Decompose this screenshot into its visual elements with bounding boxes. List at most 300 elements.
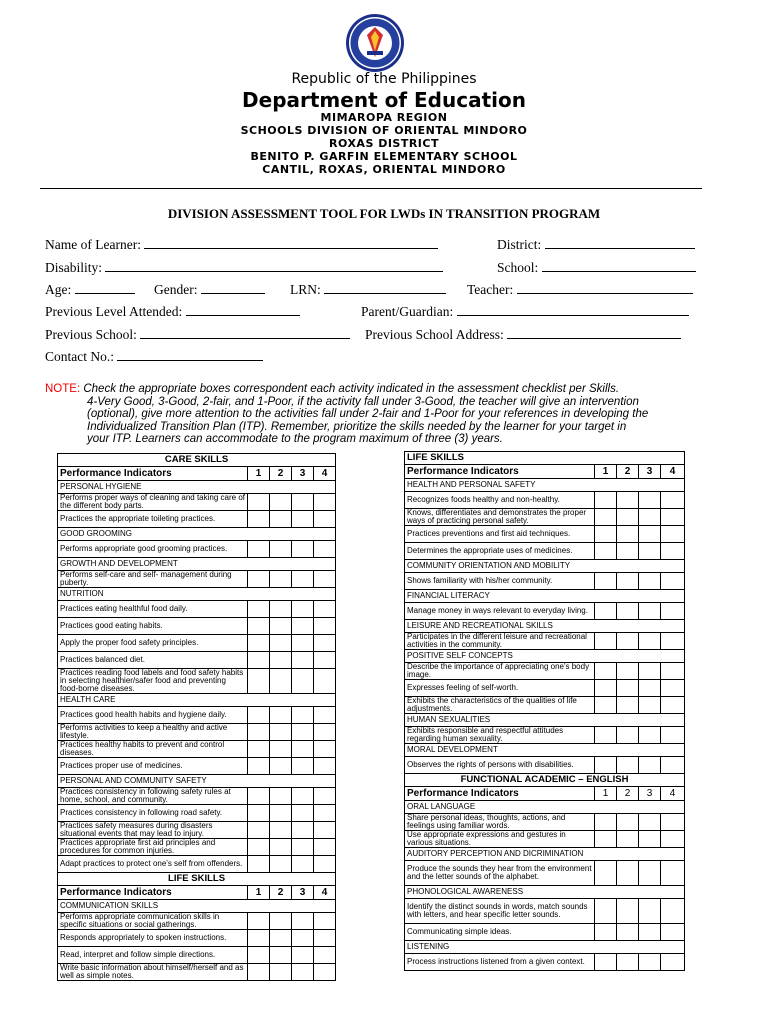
section-heading: HUMAN SEXUALITIES: [405, 714, 685, 727]
rating-checkbox[interactable]: [314, 839, 336, 856]
rating-checkbox[interactable]: [248, 930, 270, 947]
rating-checkbox[interactable]: [292, 805, 314, 822]
indicator-row: [405, 814, 685, 831]
section-heading: LEISURE AND RECREATIONAL SKILLS: [405, 620, 685, 633]
district-field[interactable]: District:: [497, 236, 695, 253]
section-heading: AUDITORY PERCEPTION AND DICRIMINATION: [405, 848, 685, 861]
section-row: [58, 694, 336, 707]
section-row: [405, 744, 685, 757]
rating-checkbox[interactable]: [270, 930, 292, 947]
rating-checkbox[interactable]: [270, 541, 292, 558]
note-label: NOTE:: [45, 383, 81, 395]
rating-checkbox[interactable]: [617, 727, 639, 744]
rating-checkbox[interactable]: [617, 509, 639, 526]
indicator-text: Practices healthy habits to prevent and control diseases.: [58, 741, 248, 758]
rating-checkbox[interactable]: [617, 526, 639, 543]
indicator-text: Practices proper use of medicines.: [58, 758, 248, 775]
rating-checkbox[interactable]: [314, 571, 336, 588]
rating-checkbox[interactable]: [248, 618, 270, 635]
rating-checkbox[interactable]: [292, 618, 314, 635]
rating-checkbox[interactable]: [248, 707, 270, 724]
rating-checkbox[interactable]: [595, 663, 617, 680]
rating-checkbox[interactable]: [292, 724, 314, 741]
skills-title: CARE SKILLS: [58, 454, 336, 467]
indicator-text: Adapt practices to protect one's self from offenders.: [58, 856, 248, 873]
rating-checkbox[interactable]: [661, 543, 685, 560]
rating-checkbox[interactable]: [617, 861, 639, 886]
section-row: [58, 528, 336, 541]
section-row: [405, 620, 685, 633]
indicator-text: Performs activities to keep a healthy and active lifestyle.: [58, 724, 248, 741]
rating-header: 4: [661, 787, 685, 801]
rating-checkbox[interactable]: [314, 822, 336, 839]
rating-checkbox[interactable]: [270, 758, 292, 775]
rating-checkbox[interactable]: [248, 913, 270, 930]
rating-header: 1: [248, 467, 270, 481]
indicator-text: Performs appropriate good grooming practices.: [58, 541, 248, 558]
rating-checkbox[interactable]: [639, 954, 661, 971]
indicator-row: [405, 924, 685, 941]
rating-header: 2: [270, 467, 292, 481]
section-heading: NUTRITION: [58, 588, 336, 601]
rating-checkbox[interactable]: [314, 494, 336, 511]
rating-checkbox[interactable]: [314, 930, 336, 947]
rating-checkbox[interactable]: [270, 788, 292, 805]
rating-header: 3: [292, 467, 314, 481]
rating-checkbox[interactable]: [639, 543, 661, 560]
rating-checkbox[interactable]: [661, 727, 685, 744]
performance-indicators-header: Performance Indicators: [58, 467, 248, 481]
indicator-text: Participates in the different leisure and recreational activities in the community.: [405, 633, 595, 650]
indicator-text: Use appropriate expressions and gestures in various situations.: [405, 831, 595, 848]
performance-header-row: [58, 467, 336, 481]
rating-checkbox[interactable]: [248, 822, 270, 839]
rating-checkbox[interactable]: [595, 861, 617, 886]
parent-guardian-field[interactable]: Parent/Guardian:: [361, 303, 689, 320]
performance-indicators-header: Performance Indicators: [405, 465, 595, 479]
performance-indicators-header: Performance Indicators: [405, 787, 595, 801]
rating-checkbox[interactable]: [292, 635, 314, 652]
indicator-row: [405, 573, 685, 590]
rating-checkbox[interactable]: [248, 571, 270, 588]
rating-checkbox[interactable]: [595, 603, 617, 620]
region-line: MIMAROPA REGION: [320, 111, 448, 124]
rating-checkbox[interactable]: [314, 652, 336, 669]
rating-checkbox[interactable]: [292, 494, 314, 511]
rating-checkbox[interactable]: [270, 822, 292, 839]
rating-checkbox[interactable]: [314, 856, 336, 873]
rating-checkbox[interactable]: [314, 511, 336, 528]
section-heading: GROWTH AND DEVELOPMENT: [58, 558, 336, 571]
rating-checkbox[interactable]: [248, 788, 270, 805]
rating-checkbox[interactable]: [314, 964, 336, 981]
indicator-text: Practices consistency in following safety rules at home, school, and community.: [58, 788, 248, 805]
rating-checkbox[interactable]: [314, 805, 336, 822]
rating-checkbox[interactable]: [595, 899, 617, 924]
rating-checkbox[interactable]: [292, 839, 314, 856]
indicator-row: [58, 758, 336, 775]
header-divider: [40, 188, 702, 189]
rating-checkbox[interactable]: [248, 805, 270, 822]
indicator-text: Responds appropriately to spoken instructions.: [58, 930, 248, 947]
indicator-row: [58, 601, 336, 618]
rating-checkbox[interactable]: [661, 757, 685, 774]
rating-checkbox[interactable]: [661, 603, 685, 620]
rating-checkbox[interactable]: [248, 856, 270, 873]
section-row: [405, 650, 685, 663]
section-heading: HEALTH CARE: [58, 694, 336, 707]
rating-checkbox[interactable]: [314, 601, 336, 618]
rating-checkbox[interactable]: [270, 947, 292, 964]
rating-checkbox[interactable]: [595, 954, 617, 971]
indicator-row: [405, 492, 685, 509]
section-heading: POSITIVE SELF CONCEPTS: [405, 650, 685, 663]
rating-checkbox[interactable]: [595, 727, 617, 744]
rating-checkbox[interactable]: [639, 603, 661, 620]
rating-checkbox[interactable]: [292, 913, 314, 930]
rating-checkbox[interactable]: [595, 680, 617, 697]
rating-checkbox[interactable]: [617, 814, 639, 831]
indicator-text: Practices the appropriate toileting practices.: [58, 511, 248, 528]
address-line: CANTIL, ROXAS, ORIENTAL MINDORO: [262, 163, 506, 176]
rating-checkbox[interactable]: [314, 669, 336, 694]
previous-school-address-field[interactable]: Previous School Address:: [365, 326, 681, 343]
indicator-row: [405, 543, 685, 560]
indicator-text: Expresses feeling of self-worth.: [405, 680, 595, 697]
indicator-row: [58, 541, 336, 558]
rating-checkbox[interactable]: [617, 633, 639, 650]
rating-checkbox[interactable]: [314, 635, 336, 652]
rating-checkbox[interactable]: [661, 899, 685, 924]
indicator-row: [58, 494, 336, 511]
rating-checkbox[interactable]: [661, 861, 685, 886]
section-heading: LISTENING: [405, 941, 685, 954]
rating-checkbox[interactable]: [292, 788, 314, 805]
indicator-row: [405, 757, 685, 774]
rating-checkbox[interactable]: [292, 707, 314, 724]
rating-checkbox[interactable]: [617, 663, 639, 680]
previous-level-field[interactable]: Previous Level Attended:: [45, 303, 300, 320]
performance-indicators-header: Performance Indicators: [58, 886, 248, 900]
skills-title: LIFE SKILLS: [405, 452, 685, 465]
indicator-text: Performs self-care and self- management during puberty.: [58, 571, 248, 588]
indicator-text: Produce the sounds they hear from the environment and the letter sounds of the alphabet.: [405, 861, 595, 886]
rating-checkbox[interactable]: [270, 913, 292, 930]
document-title: DIVISION ASSESSMENT TOOL FOR LWDs IN TRANSITION PROGRAM: [167, 206, 601, 221]
rating-checkbox[interactable]: [270, 511, 292, 528]
rating-checkbox[interactable]: [270, 724, 292, 741]
rating-checkbox[interactable]: [617, 680, 639, 697]
rating-checkbox[interactable]: [270, 571, 292, 588]
rating-checkbox[interactable]: [595, 831, 617, 848]
rating-checkbox[interactable]: [248, 652, 270, 669]
indicator-row: [58, 788, 336, 805]
rating-checkbox[interactable]: [639, 899, 661, 924]
rating-checkbox[interactable]: [639, 633, 661, 650]
rating-header: 3: [639, 787, 661, 801]
rating-checkbox[interactable]: [617, 492, 639, 509]
rating-checkbox[interactable]: [270, 856, 292, 873]
indicator-row: [58, 511, 336, 528]
school-field[interactable]: School:: [497, 259, 696, 276]
indicator-row: [58, 964, 336, 981]
rating-checkbox[interactable]: [661, 954, 685, 971]
rating-checkbox[interactable]: [595, 573, 617, 590]
rating-checkbox[interactable]: [292, 758, 314, 775]
rating-checkbox[interactable]: [639, 757, 661, 774]
rating-checkbox[interactable]: [595, 509, 617, 526]
rating-checkbox[interactable]: [270, 618, 292, 635]
rating-checkbox[interactable]: [661, 663, 685, 680]
rating-checkbox[interactable]: [639, 663, 661, 680]
disability-field[interactable]: Disability:: [45, 259, 443, 276]
contact-no-field[interactable]: Contact No.:: [45, 348, 263, 365]
rating-checkbox[interactable]: [314, 618, 336, 635]
rating-checkbox[interactable]: [314, 788, 336, 805]
section-heading: GOOD GROOMING: [58, 528, 336, 541]
rating-header: 2: [270, 886, 292, 900]
rating-checkbox[interactable]: [248, 494, 270, 511]
rating-checkbox[interactable]: [617, 924, 639, 941]
deped-seal: [339, 13, 411, 73]
rating-checkbox[interactable]: [639, 727, 661, 744]
rating-checkbox[interactable]: [248, 839, 270, 856]
rating-checkbox[interactable]: [292, 947, 314, 964]
rating-checkbox[interactable]: [595, 757, 617, 774]
rating-checkbox[interactable]: [617, 697, 639, 714]
rating-checkbox[interactable]: [661, 697, 685, 714]
indicator-text: Identify the distinct sounds in words, match sounds with letters, and hear specific letter sounds.: [405, 899, 595, 924]
rating-checkbox[interactable]: [292, 601, 314, 618]
rating-checkbox[interactable]: [270, 707, 292, 724]
performance-header-row: [58, 886, 336, 900]
indicator-text: Observes the rights of persons with disabilities.: [405, 757, 595, 774]
indicator-row: [405, 954, 685, 971]
section-heading: ORAL LANGUAGE: [405, 801, 685, 814]
indicator-text: Performs proper ways of cleaning and taking care of the different body parts.: [58, 494, 248, 511]
section-row: [405, 590, 685, 603]
section-heading: HEALTH AND PERSONAL SAFETY: [405, 479, 685, 492]
rating-header: 4: [314, 886, 336, 900]
indicator-row: [405, 509, 685, 526]
rating-checkbox[interactable]: [270, 494, 292, 511]
rating-header: 4: [661, 465, 685, 479]
rating-checkbox[interactable]: [617, 899, 639, 924]
indicator-text: Apply the proper food safety principles.: [58, 635, 248, 652]
rating-checkbox[interactable]: [292, 741, 314, 758]
rating-checkbox[interactable]: [661, 814, 685, 831]
indicator-text: Performs appropriate communication skills in specific situations or social gatherings.: [58, 913, 248, 930]
rating-checkbox[interactable]: [639, 492, 661, 509]
division-line: SCHOOLS DIVISION OF ORIENTAL MINDORO: [240, 124, 528, 137]
rating-checkbox[interactable]: [314, 913, 336, 930]
life-skills-checklist: [404, 451, 685, 971]
indicator-row: [58, 930, 336, 947]
rating-checkbox[interactable]: [595, 633, 617, 650]
rating-checkbox[interactable]: [292, 669, 314, 694]
section-row: [58, 481, 336, 494]
rating-checkbox[interactable]: [270, 652, 292, 669]
rating-checkbox[interactable]: [248, 669, 270, 694]
rating-checkbox[interactable]: [639, 680, 661, 697]
rating-checkbox[interactable]: [639, 509, 661, 526]
lrn-field[interactable]: LRN:: [290, 281, 446, 298]
rating-checkbox[interactable]: [595, 814, 617, 831]
section-row: [58, 588, 336, 601]
rating-checkbox[interactable]: [292, 571, 314, 588]
section-heading: PERSONAL AND COMMUNITY SAFETY: [58, 775, 336, 788]
rating-checkbox[interactable]: [661, 492, 685, 509]
department-heading: Department of Education: [242, 88, 526, 112]
rating-checkbox[interactable]: [639, 573, 661, 590]
indicator-row: [58, 913, 336, 930]
section-heading: FINANCIAL LITERACY: [405, 590, 685, 603]
rating-checkbox[interactable]: [270, 805, 292, 822]
rating-checkbox[interactable]: [639, 697, 661, 714]
rating-checkbox[interactable]: [661, 509, 685, 526]
indicator-row: [405, 697, 685, 714]
indicator-row: [58, 822, 336, 839]
rating-checkbox[interactable]: [248, 758, 270, 775]
skills-title: LIFE SKILLS: [58, 873, 336, 886]
indicator-row: [58, 635, 336, 652]
indicator-row: [405, 680, 685, 697]
skills-title-row: [58, 873, 336, 886]
teacher-field[interactable]: Teacher:: [467, 281, 693, 298]
section-row: [58, 900, 336, 913]
age-field[interactable]: Age:: [45, 281, 135, 298]
indicator-text: Communicating simple ideas.: [405, 924, 595, 941]
indicator-row: [405, 899, 685, 924]
rating-checkbox[interactable]: [617, 543, 639, 560]
rating-checkbox[interactable]: [639, 861, 661, 886]
rating-checkbox[interactable]: [270, 741, 292, 758]
rating-checkbox[interactable]: [595, 492, 617, 509]
indicator-text: Share personal ideas, thoughts, actions, and feelings using familiar words.: [405, 814, 595, 831]
rating-checkbox[interactable]: [661, 526, 685, 543]
name-of-learner-field[interactable]: Name of Learner:: [45, 236, 438, 253]
rating-checkbox[interactable]: [292, 511, 314, 528]
rating-checkbox[interactable]: [595, 924, 617, 941]
rating-checkbox[interactable]: [270, 964, 292, 981]
rating-checkbox[interactable]: [314, 758, 336, 775]
rating-checkbox[interactable]: [248, 511, 270, 528]
rating-checkbox[interactable]: [595, 526, 617, 543]
section-row: [405, 801, 685, 814]
rating-checkbox[interactable]: [595, 697, 617, 714]
rating-checkbox[interactable]: [248, 635, 270, 652]
indicator-row: [405, 633, 685, 650]
indicator-row: [58, 839, 336, 856]
rating-header: 4: [314, 467, 336, 481]
rating-checkbox[interactable]: [661, 924, 685, 941]
gender-field[interactable]: Gender:: [154, 281, 265, 298]
section-heading: COMMUNICATION SKILLS: [58, 900, 336, 913]
skills-title-row: [405, 774, 685, 787]
section-row: [58, 775, 336, 788]
section-row: [405, 714, 685, 727]
indicator-row: [58, 707, 336, 724]
rating-checkbox[interactable]: [314, 707, 336, 724]
section-row: [405, 560, 685, 573]
note-paragraph: NOTE: Check the appropriate boxes correspondent each activity indicated in the assessment checklist per Skills. 4-Very Good, 3-Good, 2-fair, and 1-Poor, if the activity fall under 3-Good, the teacher will give an intervention (optional), give more attention to the activities fall under 2-fair and 1-Poor for your references in developing the Individualized Transition Plan (ITP). Remember, prioritize the skills needed by the learner for your target in your ITP. Learners can accommodate to the program maximum of three (3) years.: [45, 383, 649, 446]
indicator-row: [405, 861, 685, 886]
rating-checkbox[interactable]: [248, 741, 270, 758]
rating-checkbox[interactable]: [617, 954, 639, 971]
rating-checkbox[interactable]: [639, 831, 661, 848]
rating-checkbox[interactable]: [248, 541, 270, 558]
indicator-text: Write basic information about himself/herself and as well as simple notes.: [58, 964, 248, 981]
indicator-row: [405, 663, 685, 680]
rating-checkbox[interactable]: [270, 601, 292, 618]
indicator-text: Practices preventions and first aid techniques.: [405, 526, 595, 543]
rating-checkbox[interactable]: [661, 831, 685, 848]
rating-checkbox[interactable]: [292, 541, 314, 558]
district-line: ROXAS DISTRICT: [329, 137, 439, 150]
rating-checkbox[interactable]: [661, 680, 685, 697]
indicator-row: [58, 947, 336, 964]
republic-heading: Republic of the Philippines: [291, 71, 477, 87]
rating-checkbox[interactable]: [314, 724, 336, 741]
section-row: [405, 848, 685, 861]
section-heading: COMMUNITY ORIENTATION AND MOBILITY: [405, 560, 685, 573]
indicator-text: Practices consistency in following road safety.: [58, 805, 248, 822]
rating-checkbox[interactable]: [270, 839, 292, 856]
rating-header: 3: [639, 465, 661, 479]
indicator-text: Describe the importance of appreciating one's body image.: [405, 663, 595, 680]
rating-header: 3: [292, 886, 314, 900]
rating-checkbox[interactable]: [595, 543, 617, 560]
rating-checkbox[interactable]: [270, 635, 292, 652]
indicator-text: Practices reading food labels and food safety habits in selecting healthier/safer food and preventing food-borne diseases.: [58, 669, 248, 694]
indicator-text: Knows, differentiates and demonstrates the proper ways of practicing personal safety.: [405, 509, 595, 526]
skills-title-row: [405, 452, 685, 465]
rating-checkbox[interactable]: [661, 573, 685, 590]
indicator-text: Process instructions listened from a given context.: [405, 954, 595, 971]
rating-checkbox[interactable]: [292, 856, 314, 873]
rating-checkbox[interactable]: [292, 822, 314, 839]
indicator-text: Practices safety measures during disasters situational events that may lead to injury.: [58, 822, 248, 839]
section-heading: PHONOLOGICAL AWARENESS: [405, 886, 685, 899]
rating-checkbox[interactable]: [661, 633, 685, 650]
rating-checkbox[interactable]: [617, 603, 639, 620]
rating-checkbox[interactable]: [270, 669, 292, 694]
rating-checkbox[interactable]: [314, 947, 336, 964]
indicator-row: [58, 618, 336, 635]
rating-header: 1: [248, 886, 270, 900]
rating-checkbox[interactable]: [314, 541, 336, 558]
rating-checkbox[interactable]: [617, 757, 639, 774]
indicator-row: [58, 856, 336, 873]
rating-checkbox[interactable]: [617, 831, 639, 848]
rating-checkbox[interactable]: [248, 964, 270, 981]
rating-checkbox[interactable]: [248, 947, 270, 964]
rating-checkbox[interactable]: [639, 814, 661, 831]
rating-checkbox[interactable]: [248, 724, 270, 741]
rating-checkbox[interactable]: [248, 601, 270, 618]
rating-checkbox[interactable]: [617, 573, 639, 590]
rating-checkbox[interactable]: [639, 924, 661, 941]
rating-checkbox[interactable]: [292, 652, 314, 669]
rating-checkbox[interactable]: [314, 741, 336, 758]
previous-school-field[interactable]: Previous School:: [45, 326, 350, 343]
indicator-text: Recognizes foods healthy and non-healthy.: [405, 492, 595, 509]
rating-checkbox[interactable]: [292, 964, 314, 981]
rating-checkbox[interactable]: [639, 526, 661, 543]
rating-checkbox[interactable]: [292, 930, 314, 947]
indicator-text: Exhibits responsible and respectful attitudes regarding human sexuality.: [405, 727, 595, 744]
indicator-row: [405, 727, 685, 744]
